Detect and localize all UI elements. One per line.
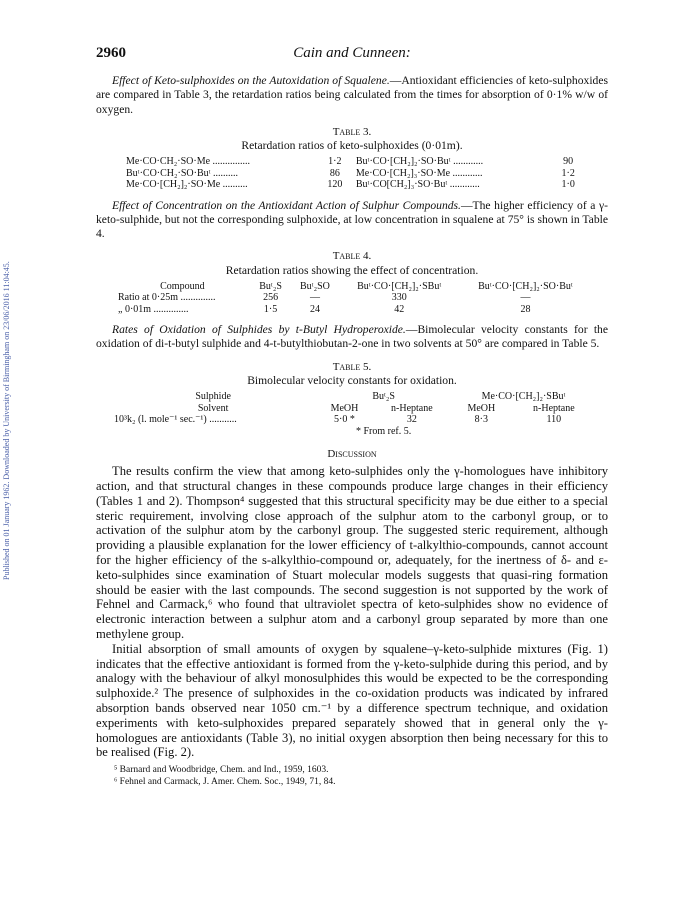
table-cell: n-Heptane: [533, 402, 575, 414]
table-cell: 1·5: [263, 303, 278, 315]
paragraph-body: —Antioxidant efficiencies of keto-sulphoxides are compared in Table 3, the retardation ratios being calculated from the times for absorption of 0·1% w/w of oxygen.: [96, 74, 609, 116]
discussion-paragraph-1: The results confirm the view that among keto-sulphides only the γ-homologues have inhibitory action, and that structural changes in these compounds produce large changes in their efficiency (Tables 1 and 2). Thompson⁴ suggested that this structural specificity may be due either to a special steric requirement, involving close approach of the sulphur atom to the carbonyl group, or to activation of the sulphur atom by the carbonyl group. The suggested steric requirement, although providing a plausible explanation for the lower efficiency of t-alkylthio-compounds, cannot account for the higher efficiency of the s-alkylthio-compound or, adequately, for the inertness of δ- and ε-keto-sulphides since examination of Stuart molecular models suggests that quasi-ring formation should be easier with the last compounds. The second suggestion is not supported by the work of Fehnel and Carmack,⁶ who found that ultraviolet spectra of keto-sulphides show no evidence of electronic interaction between a sulphur atom and a carbonyl group separated by more than one methylene group.: [96, 464, 608, 642]
page-header: [96, 46, 608, 60]
table-cell: Solvent: [197, 402, 229, 414]
footnotes: [114, 765, 608, 788]
table-cell: 42: [394, 303, 405, 315]
table-cell: 110: [546, 414, 562, 426]
table-cell: Me·CO·[CH₂]₃·SO·Me ............: [355, 167, 483, 179]
table3-caption: Retardation ratios of keto-sulphoxides (0·01m).: [241, 139, 463, 153]
table-cell: —: [309, 292, 320, 304]
page-number: 2960: [96, 45, 126, 61]
table-header-cell: Buᵗ₂S: [259, 280, 282, 292]
table3: [122, 156, 584, 191]
paragraph-concentration: [96, 199, 608, 242]
table-row: [114, 304, 592, 316]
paragraph-title: Rates of Oxidation of Sulphides by t-Butyl Hydroperoxide.: [112, 323, 406, 337]
table-note: * From ref. 5.: [355, 425, 412, 437]
table-row: [114, 292, 592, 304]
table-row: [122, 168, 584, 180]
table-cell: Buᵗ·CO[CH₂]₃·SO·Buᵗ ............: [355, 179, 480, 191]
page-content: [96, 46, 608, 788]
table-cell: 1·0: [561, 179, 575, 191]
table-row: [122, 179, 584, 191]
paragraph-body: —The higher efficiency of a γ-keto-sulphide, but not the corresponding sulphoxide, at low concentration in squalene at 75° is shown in Table 4.: [96, 198, 608, 241]
paragraph-title: Effect of Keto-sulphoxides on the Autoxidation of Squalene.: [112, 74, 390, 88]
table-cell: Ratio at 0·25m ..............: [118, 292, 216, 304]
table-note-row: [110, 426, 596, 438]
paragraph-oxidation-rates: [96, 323, 608, 351]
table-cell: 120: [327, 179, 343, 191]
table-cell: „ 0·01m ..............: [118, 303, 189, 315]
table5: [110, 391, 596, 437]
table-cell: 1·2: [561, 167, 575, 179]
paragraph-title: Effect of Concentration on the Antioxidant Action of Sulphur Compounds.: [112, 198, 461, 212]
table-cell: 8·3: [474, 414, 489, 426]
table-cell: Buᵗ₂S: [372, 391, 395, 403]
table-cell: Sulphide: [195, 391, 231, 403]
download-watermark: [2, 20, 12, 580]
table-header-cell: Compound: [160, 280, 205, 292]
paragraph-keto-sulphoxides: [96, 74, 608, 117]
table-header-cell: Buᵗ·CO·[CH₂]₂·SBuᵗ: [357, 280, 442, 292]
table4-caption: Retardation ratios showing the effect of concentration.: [225, 263, 479, 277]
watermark-text: Published on 01 January 1962. Downloaded by University of Birmingham on 23/06/2016 11:04:45.: [2, 261, 11, 580]
table-cell: Me·CO·[CH₂]₂·SO·Me ..........: [126, 179, 248, 191]
table3-title: Table 3.: [332, 125, 372, 138]
table-header-cell: Buᵗ·CO·[CH₂]₂·SO·Buᵗ: [478, 280, 573, 292]
table-row: [110, 403, 596, 415]
table-cell: MeOH: [467, 402, 496, 414]
table-cell: Buᵗ·CO·[CH₂]₂·SO·Buᵗ ............: [355, 156, 484, 168]
table-cell: 1·2: [328, 156, 342, 168]
table-cell: n-Heptane: [391, 402, 433, 414]
table-header-cell: Buᵗ₂SO: [300, 280, 330, 292]
table-cell: —: [520, 292, 531, 304]
table-cell: Buᵗ·CO·CH₂·SO·Buᵗ ..........: [126, 167, 239, 179]
table4: [114, 281, 592, 316]
running-head: Cain and Cunneen:: [293, 45, 411, 61]
table-header-row: [114, 281, 592, 293]
table-cell: 10³k₂ (l. mole⁻¹ sec.⁻¹) ...........: [114, 414, 237, 426]
table-cell: 330: [391, 292, 407, 304]
table-cell: 32: [406, 414, 417, 426]
footnote: ⁶ Fehnel and Carmack, J. Amer. Chem. Soc., 1949, 71, 84.: [114, 776, 336, 787]
paragraph-body: —Bimolecular velocity constants for the oxidation of di-t-butyl sulphide and 4-t-butylthiobutan-2-one in two solvents at 50° are compared in Table 5.: [96, 323, 608, 351]
discussion-heading: Discussion: [327, 448, 377, 461]
table-cell: 28: [520, 303, 531, 315]
table5-title: Table 5.: [332, 360, 372, 373]
table-cell: 256: [263, 292, 279, 304]
table-cell: 86: [329, 167, 340, 179]
table-cell: Me·CO·CH₂·SO·Me ...............: [126, 156, 251, 168]
discussion-paragraph-2: Initial absorption of small amounts of oxygen by squalene–γ-keto-sulphide mixtures (Fig. 1) indicates that the effective antioxidant is formed from the γ-keto-sulphide during this period, and by analogy with the behaviour of alkyl monosulphides this would be expected to be the corresponding sulphoxide.² The presence of sulphoxides in the co-oxidation products was indicated by infrared absorption bands observed near 1050 cm.⁻¹ by a difference spectrum technique, and oxidation experiments with keto-sulphoxides prepared separately showed that in general only the γ-homologues are antioxidants (Table 3), no initial oxygen absorption then being necessary for this to be realised (Fig. 2).: [96, 641, 608, 760]
table-cell: MeOH: [330, 402, 359, 414]
table-cell: 90: [563, 156, 574, 168]
table-row: [110, 391, 596, 403]
footnote: ⁵ Barnard and Woodbridge, Chem. and Ind., 1959, 1603.: [114, 765, 329, 776]
table-row: [122, 156, 584, 168]
table-cell: 24: [309, 303, 320, 315]
table-cell: 5·0 *: [334, 414, 355, 426]
table-cell: Me·CO·[CH₂]₂·SBuᵗ: [481, 391, 566, 403]
table-row: [110, 414, 596, 426]
table4-title: Table 4.: [332, 250, 372, 263]
table5-caption: Bimolecular velocity constants for oxidation.: [247, 373, 457, 387]
